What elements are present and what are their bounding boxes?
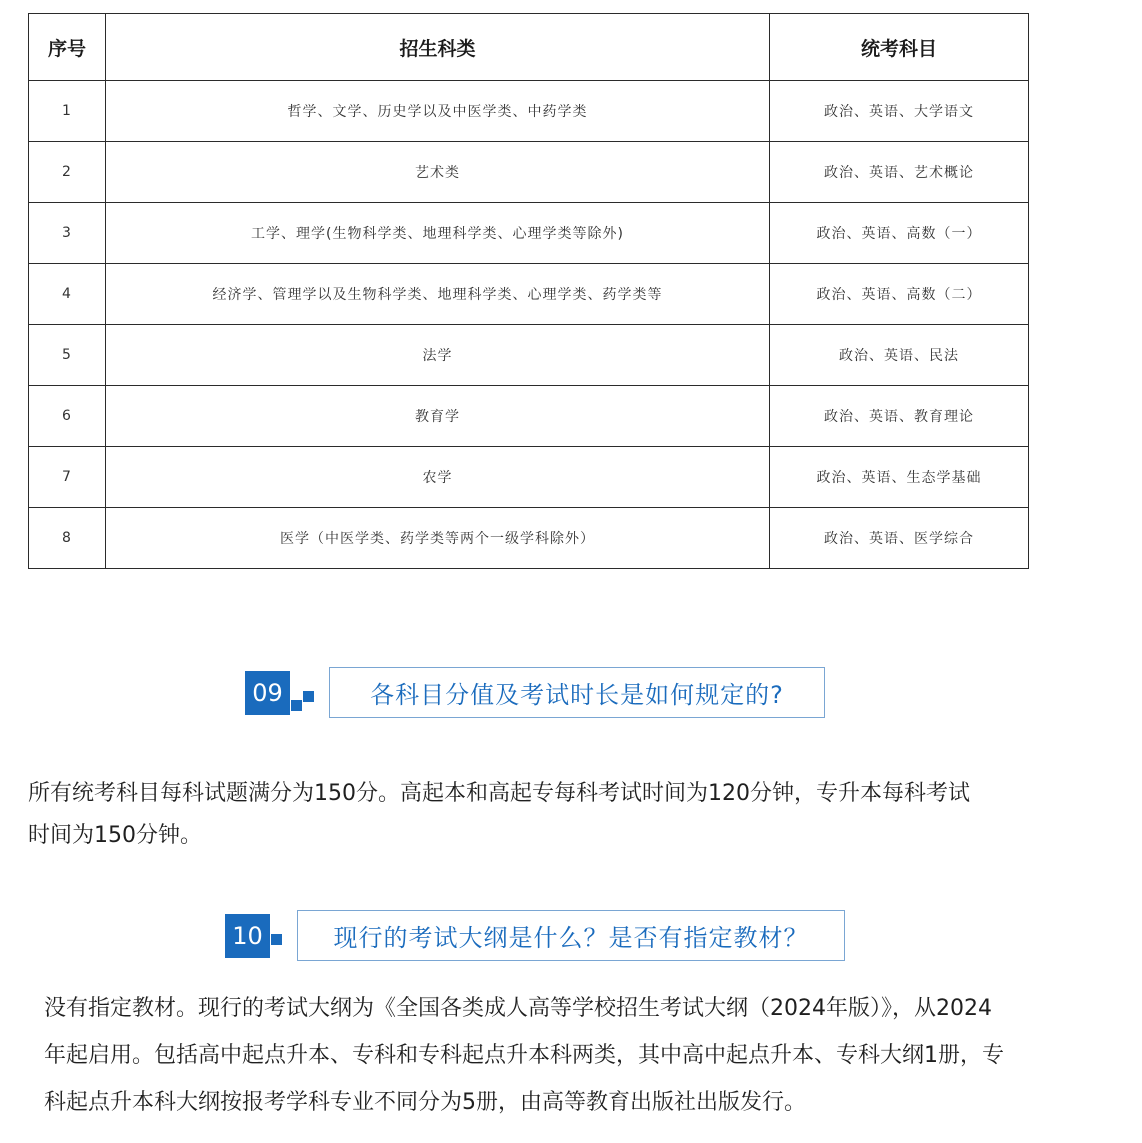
- answer-line: 没有指定教材。现行的考试大纲为《全国各类成人高等学校招生考试大纲（2024年版）》，从2024: [44, 996, 992, 1021]
- row-no: 4: [29, 264, 106, 325]
- section-10-answer: [44, 985, 1134, 1126]
- table-row: [29, 81, 1029, 142]
- row-exam: 政治、英语、生态学基础: [770, 447, 1029, 508]
- row-category: 哲学、文学、历史学以及中医学类、中药学类: [106, 81, 770, 142]
- header-no: 序号: [29, 14, 106, 81]
- header-category: 招生科类: [106, 14, 770, 81]
- table-row: [29, 447, 1029, 508]
- row-category: 医学（中医学类、药学类等两个一级学科除外）: [106, 508, 770, 569]
- row-exam: 政治、英语、高数（一）: [770, 203, 1029, 264]
- answer-line: 科起点升本科大纲按报考学科专业不同分为5册，由高等教育出版社出版发行。: [44, 1090, 806, 1115]
- row-no: 1: [29, 81, 106, 142]
- section-09-answer: [28, 773, 1128, 857]
- row-category: 法学: [106, 325, 770, 386]
- table-row: [29, 264, 1029, 325]
- table-row: [29, 142, 1029, 203]
- answer-line: 年起启用。包括高中起点升本、专科和专科起点升本科两类，其中高中起点升本、专科大纲1册，专: [44, 1043, 1005, 1068]
- section-question: 现行的考试大纲是什么？是否有指定教材？: [297, 910, 845, 961]
- row-no: 3: [29, 203, 106, 264]
- row-category: 艺术类: [106, 142, 770, 203]
- row-exam: 政治、英语、大学语文: [770, 81, 1029, 142]
- section-09-heading: [245, 667, 827, 719]
- row-category: 经济学、管理学以及生物科学类、地理科学类、心理学类、药学类等: [106, 264, 770, 325]
- section-10-heading: [225, 910, 847, 962]
- row-exam: 政治、英语、民法: [770, 325, 1029, 386]
- table-row: [29, 203, 1029, 264]
- row-no: 7: [29, 447, 106, 508]
- row-exam: 政治、英语、教育理论: [770, 386, 1029, 447]
- row-no: 5: [29, 325, 106, 386]
- table-header-row: [29, 14, 1029, 81]
- section-number-badge: 10: [225, 914, 270, 958]
- answer-line: 时间为150分钟。: [28, 823, 202, 848]
- row-exam: 政治、英语、高数（二）: [770, 264, 1029, 325]
- row-exam: 政治、英语、医学综合: [770, 508, 1029, 569]
- row-no: 6: [29, 386, 106, 447]
- square-bullet-icon: [271, 934, 282, 945]
- table-row: [29, 508, 1029, 569]
- square-bullet-icon: [291, 700, 302, 711]
- answer-line: 所有统考科目每科试题满分为150分。高起本和高起专每科考试时间为120分钟，专升本每科考试: [28, 781, 970, 806]
- subjects-table: [28, 13, 1029, 569]
- row-category: 工学、理学(生物科学类、地理科学类、心理学类等除外): [106, 203, 770, 264]
- row-no: 8: [29, 508, 106, 569]
- row-no: 2: [29, 142, 106, 203]
- header-exam: 统考科目: [770, 14, 1029, 81]
- row-category: 农学: [106, 447, 770, 508]
- section-question: 各科目分值及考试时长是如何规定的?: [329, 667, 825, 718]
- square-bullet-icon: [303, 691, 314, 702]
- section-number-badge: 09: [245, 671, 290, 715]
- table-row: [29, 386, 1029, 447]
- row-exam: 政治、英语、艺术概论: [770, 142, 1029, 203]
- table-row: [29, 325, 1029, 386]
- row-category: 教育学: [106, 386, 770, 447]
